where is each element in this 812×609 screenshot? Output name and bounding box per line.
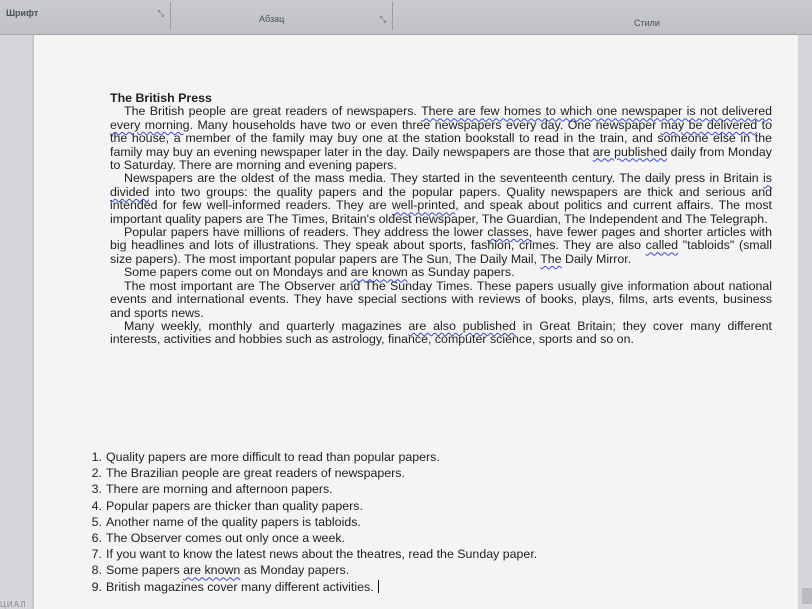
question-number: 3. [91,482,102,497]
article-paragraph [110,320,772,347]
paragraph-text: Newspapers are the oldest of the mass media. They started in the seventeenth century. The daily press in Britain [124,171,764,186]
article-paragraph [110,172,772,226]
paragraph-text: The most important are The Observer and The Sunday Times. These papers usually give information about national events and international events. They have special sections with reviews of books, plays, films, arts events, business and sports news. [110,278,772,320]
paragraph-text: into two groups: the quality papers and the popular papers. Quality newspapers are thick and serious and intended for few well-informed readers. They are [110,184,772,213]
question-number: 9. [91,579,102,594]
question-text: British magazines cover many different activities. [106,579,379,595]
article-paragraph [110,226,772,266]
question-text-part: as Monday papers. [240,563,350,578]
styles-group-label: Стили [634,18,660,28]
paragraph-text: to the house, a member of the family may buy one at the station bookstall to read in the train, and someone else in the family may buy an evening newspaper later in the day. Daily newspapers are those that [110,117,772,159]
question-number: 1. [91,450,102,464]
status-bar-label: ЦИАЛ [0,600,27,609]
question-item [70,562,670,578]
question-text: Another name of the quality papers is tabloids. [106,514,361,529]
question-number: 8. [91,563,102,578]
question-text: If you want to know the latest news about the theatres, read the Sunday paper. [106,547,538,562]
paragraph-text: , and speak about politics and current affairs. The most important quality papers are The Times, Britain's oldest newspaper, The Guardian, The Independent and The Telegraph. [110,198,773,226]
spellcheck-underlined-text: called [645,238,679,253]
scrollbar-thumb[interactable] [802,588,812,604]
paragraph-group-label: Абзац [259,14,285,24]
question-text [106,562,349,578]
font-group-label: Шрифт [6,8,39,18]
question-number: 4. [91,498,102,513]
spellcheck-underlined-text: There are few homes to which one newspaper is not delivered every morning [110,104,772,132]
paragraph-text: Some papers come out on Mondays and [124,265,351,280]
spellcheck-underlined-text: are known [350,265,408,280]
question-item [70,579,670,595]
ribbon-group-bar [0,0,812,35]
question-number: 7. [91,547,102,562]
paragraph-text: in Great Britain; they cover many different interests, activities and hobbies such as astrology, finance, computer science, sports and so on. [110,318,772,347]
document-title: The British Press [110,91,212,105]
article-paragraphs [110,105,772,346]
article-paragraph [110,280,772,320]
question-number: 6. [91,531,102,546]
font-dialog-launcher-icon[interactable]: ⤡ [157,9,165,18]
paragraph-text: as Sunday papers. [407,265,515,280]
question-item [70,465,670,481]
questions-list [70,449,670,595]
spellcheck-underlined-text: is divided [110,171,772,199]
document-body[interactable] [110,92,772,347]
spellcheck-underlined-text: are known [183,563,241,578]
question-item [70,449,670,465]
paragraph-text: have fewer pages and shorter articles with big headlines and lots of illustrations. They speak about sports, fashion, crimes. They are also [110,225,772,253]
article-paragraph [110,105,772,172]
ribbon-separator [392,2,393,30]
question-item [70,498,670,514]
paragraph-text: daily from Monday to Saturday. There are morning and evening papers. [110,144,772,173]
spellcheck-underlined-text: are also published [408,318,516,333]
paragraph-dialog-launcher-icon[interactable]: ⤡ [379,15,387,24]
text-cursor [378,580,379,593]
spellcheck-underlined-text: are published [592,144,668,159]
question-item [70,546,670,562]
paragraph-text: . Many households have two or even three newspapers every day. One newspaper [189,117,661,132]
question-text-part: Some papers [106,563,184,578]
question-text: The Observer comes out only once a week. [106,531,345,546]
question-item [70,514,670,530]
question-number: 5. [91,514,102,529]
question-text: Popular papers are thicker than quality papers. [106,498,363,513]
ribbon-separator [170,2,171,30]
question-item [70,530,670,546]
question-text: Quality papers are more difficult to read than popular papers. [106,450,440,464]
spellcheck-underlined-text: The [540,251,562,266]
paragraph-text: Daily Mirror. [561,251,632,266]
question-item [70,481,670,497]
spellcheck-underlined-text: well-printed [391,198,456,213]
paragraph-text: "tabloids" (small size papers). The most important popular papers are The Sun, The Daily Mail, [110,238,772,266]
article-paragraph [110,266,772,279]
paragraph-text: Many weekly, monthly and quarterly magazines [124,318,409,333]
paragraph-text: The British people are great readers of newspapers. [124,104,422,119]
spellcheck-underlined-text: classes, [487,225,533,240]
paragraph-text: Popular papers have millions of readers. They address the lower [124,225,488,240]
question-number: 2. [91,466,102,481]
question-text: The Brazilian people are great readers of newspapers. [106,466,405,481]
spellcheck-underlined-text: may be delivered [660,117,758,132]
document-page[interactable] [34,35,798,609]
question-text: There are morning and afternoon papers. [106,482,333,497]
